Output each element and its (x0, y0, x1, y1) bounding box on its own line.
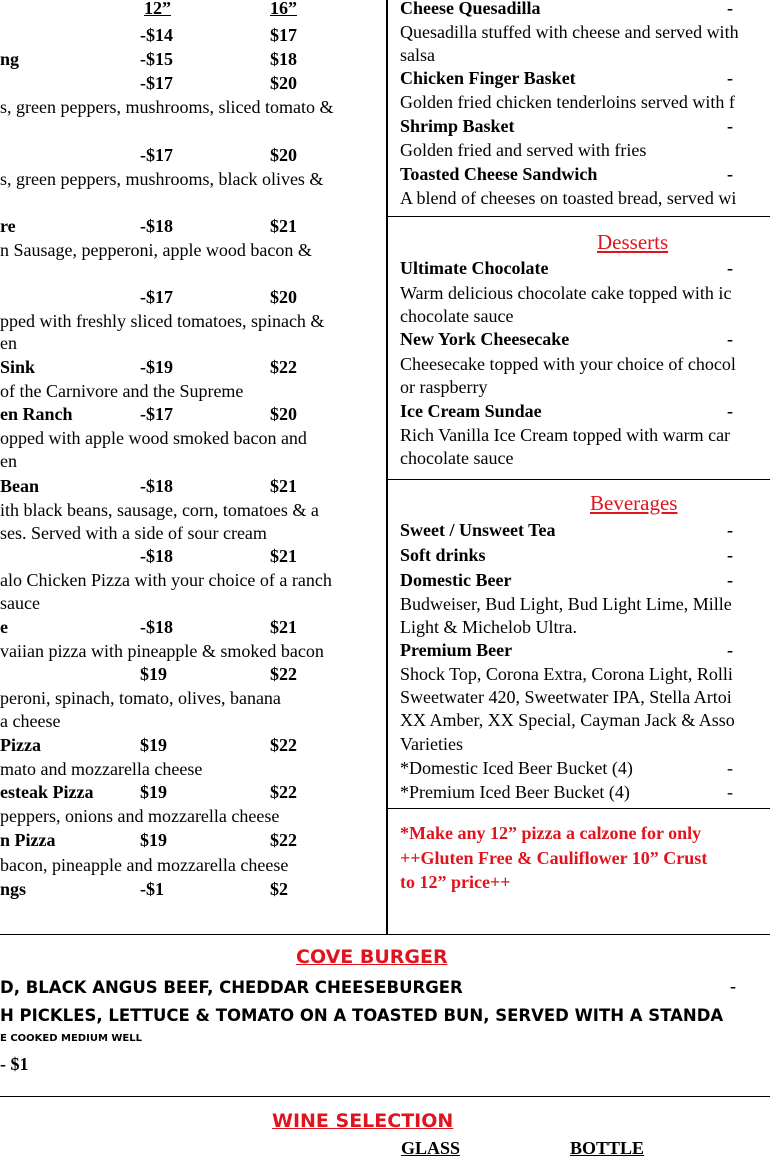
pizza-price-16: $21 (270, 216, 297, 236)
pizza-price-16: $21 (270, 617, 297, 637)
glass-column-header: GLASS (401, 1138, 461, 1158)
pizza-desc: n Sausage, pepperoni, apple wood bacon & (0, 240, 312, 260)
bucket-item-dash: - (727, 782, 733, 802)
pizza-desc: vaiian pizza with pineapple & smoked bacon (0, 641, 324, 661)
burger-desc: D, BLACK ANGUS BEEF, CHEDDAR CHEESEBURGER (0, 978, 463, 997)
pizza-desc: of the Carnivore and the Supreme (0, 381, 244, 401)
gluten-free-note-cont: to 12” price++ (400, 872, 511, 892)
menu-item-name: Ice Cream Sundae (400, 401, 542, 421)
pizza-desc: alo Chicken Pizza with your choice of a ranch (0, 570, 332, 590)
menu-item-price-dash: - (727, 545, 733, 565)
beverages-heading: Beverages (590, 491, 678, 515)
calzone-note: *Make any 12” pizza a calzone for only (400, 823, 702, 843)
menu-item-price-dash: - (727, 520, 733, 540)
pizza-price-16: $21 (270, 546, 297, 566)
bucket-item-name: *Domestic Iced Beer Bucket (4) (400, 758, 633, 778)
menu-item-desc: Golden fried chicken tenderloins served with f (400, 92, 735, 112)
menu-item-price-dash: - (727, 258, 733, 278)
pizza-price-12: -$14 (140, 25, 173, 45)
size-12-header: 12” (144, 0, 171, 18)
menu-item-name: Soft drinks (400, 545, 486, 565)
burger-desc-cont: H PICKLES, LETTUCE & TOMATO ON A TOASTED BUN, SERVED WITH A STANDA (0, 1006, 724, 1025)
menu-item-price-dash: - (727, 401, 733, 421)
burger-heading: COVE BURGER (296, 946, 448, 968)
pizza-desc: ith black beans, sausage, corn, tomatoes & a (0, 500, 319, 520)
pizza-price-12: $19 (140, 664, 167, 684)
menu-item-price-dash: - (727, 164, 733, 184)
menu-item-name: Toasted Cheese Sandwich (400, 164, 598, 184)
menu-item-desc-cont: Light & Michelob Ultra. (400, 617, 577, 637)
menu-item-price-dash: - (727, 570, 733, 590)
burger-top-rule (0, 934, 770, 935)
menu-item-desc-cont: Sweetwater 420, Sweetwater IPA, Stella Artoi (400, 687, 732, 707)
pizza-desc: bacon, pineapple and mozzarella cheese (0, 855, 289, 875)
pizza-desc-cont: a cheese (0, 711, 61, 731)
pizza-price-12: -$15 (140, 49, 173, 69)
pizza-name: Sink (0, 357, 36, 377)
wine-top-rule (0, 1096, 770, 1097)
pizza-desc-cont: sauce (0, 593, 40, 613)
pizza-desc-cont: en (0, 451, 17, 471)
pizza-price-16: $17 (270, 25, 297, 45)
desserts-top-rule (387, 216, 770, 217)
pizza-price-16: $18 (270, 49, 297, 69)
menu-item-desc: Shock Top, Corona Extra, Corona Light, Rolli (400, 664, 733, 684)
menu-item-desc-cont: Varieties (400, 734, 463, 754)
pizza-desc: s, green peppers, mushrooms, black olives & (0, 169, 324, 189)
menu-item-name: Sweet / Unsweet Tea (400, 520, 556, 540)
menu-item-name: Domestic Beer (400, 570, 512, 590)
pizza-desc: peppers, onions and mozzarella cheese (0, 806, 280, 826)
bottle-column-header: BOTTLE (570, 1138, 645, 1158)
pizza-price-12: -$17 (140, 145, 173, 165)
burger-price-dash: - (730, 976, 736, 996)
pizza-price-12: -$19 (140, 357, 173, 377)
pizza-name: ngs (0, 879, 27, 899)
desserts-heading: Desserts (597, 230, 669, 254)
pizza-name: Pizza (0, 735, 41, 755)
pizza-price-16: $20 (270, 73, 297, 93)
pizza-price-12: $19 (140, 735, 167, 755)
pizza-desc: pped with freshly sliced tomatoes, spinach & (0, 311, 325, 331)
pizza-price-12: -$18 (140, 216, 173, 236)
size-16-header: 16” (270, 0, 297, 18)
menu-item-price-dash: - (727, 0, 733, 18)
pizza-desc: opped with apple wood smoked bacon and (0, 428, 307, 448)
pizza-price-16: $20 (270, 145, 297, 165)
pizza-desc-cont: ses. Served with a side of sour cream (0, 523, 267, 543)
pizza-price-12: $19 (140, 782, 167, 802)
pizza-price-16: $20 (270, 404, 297, 424)
menu-item-desc-cont: chocolate sauce (400, 448, 514, 468)
menu-item-name: Ultimate Chocolate (400, 258, 549, 278)
pizza-price-12: -$17 (140, 287, 173, 307)
pizza-price-16: $22 (270, 664, 297, 684)
pizza-desc: peroni, spinach, tomato, olives, banana (0, 688, 281, 708)
pizza-price-16: $21 (270, 476, 297, 496)
menu-item-desc-cont: XX Amber, XX Special, Cayman Jack & Asso (400, 710, 735, 730)
bucket-item-name: *Premium Iced Beer Bucket (4) (400, 782, 630, 802)
pizza-price-12: -$17 (140, 73, 173, 93)
menu-item-price-dash: - (727, 116, 733, 136)
pizza-price-16: $2 (270, 879, 288, 899)
pizza-name: n Pizza (0, 830, 56, 850)
menu-item-desc: Quesadilla stuffed with cheese and served with (400, 22, 739, 42)
pizza-name: e (0, 617, 8, 637)
menu-item-desc: Cheesecake topped with your choice of chocol (400, 354, 736, 374)
menu-item-desc-cont: or raspberry (400, 377, 488, 397)
menu-item-desc: Warm delicious chocolate cake topped with ic (400, 283, 732, 303)
pizza-desc: mato and mozzarella cheese (0, 759, 203, 779)
pizza-price-16: $22 (270, 735, 297, 755)
menu-item-price-dash: - (727, 68, 733, 88)
pizza-name: esteak Pizza (0, 782, 94, 802)
pizza-price-12: -$17 (140, 404, 173, 424)
menu-item-desc: Golden fried and served with fries (400, 140, 647, 160)
menu-item-name: New York Cheesecake (400, 329, 570, 349)
pizza-name: en Ranch (0, 404, 73, 424)
menu-item-desc-cont: chocolate sauce (400, 306, 514, 326)
menu-item-name: Shrimp Basket (400, 116, 515, 136)
pizza-price-16: $22 (270, 782, 297, 802)
wine-heading: WINE SELECTION (272, 1110, 454, 1132)
menu-item-desc: Rich Vanilla Ice Cream topped with warm car (400, 425, 731, 445)
burger-addon-price: - $1 (0, 1054, 29, 1074)
bucket-item-dash: - (727, 758, 733, 778)
pizza-price-12: $19 (140, 830, 167, 850)
pizza-desc: s, green peppers, mushrooms, sliced tomato & (0, 97, 334, 117)
menu-item-name: Cheese Quesadilla (400, 0, 541, 18)
pizza-name: re (0, 216, 16, 236)
menu-item-name: Premium Beer (400, 640, 513, 660)
pizza-price-12: -$18 (140, 476, 173, 496)
pizza-price-12: -$18 (140, 546, 173, 566)
menu-item-desc: A blend of cheeses on toasted bread, served wi (400, 188, 737, 208)
menu-item-price-dash: - (727, 640, 733, 660)
pizza-price-12: -$18 (140, 617, 173, 637)
gluten-free-note: ++Gluten Free & Cauliflower 10” Crust (400, 848, 708, 868)
menu-item-desc-cont: salsa (400, 45, 435, 65)
burger-note: E COOKED MEDIUM WELL (0, 1033, 142, 1044)
pizza-price-16: $22 (270, 357, 297, 377)
menu-item-name: Chicken Finger Basket (400, 68, 576, 88)
pizza-price-12: -$1 (140, 879, 164, 899)
column-divider (386, 0, 388, 935)
menu-item-desc: Budweiser, Bud Light, Bud Light Lime, Mille (400, 594, 732, 614)
menu-item-price-dash: - (727, 329, 733, 349)
pizza-price-16: $22 (270, 830, 297, 850)
pizza-name: Bean (0, 476, 40, 496)
pizza-desc-cont: en (0, 333, 17, 353)
beverages-top-rule (387, 479, 770, 480)
notes-top-rule (387, 808, 770, 809)
pizza-price-16: $20 (270, 287, 297, 307)
pizza-name: ng (0, 49, 20, 69)
